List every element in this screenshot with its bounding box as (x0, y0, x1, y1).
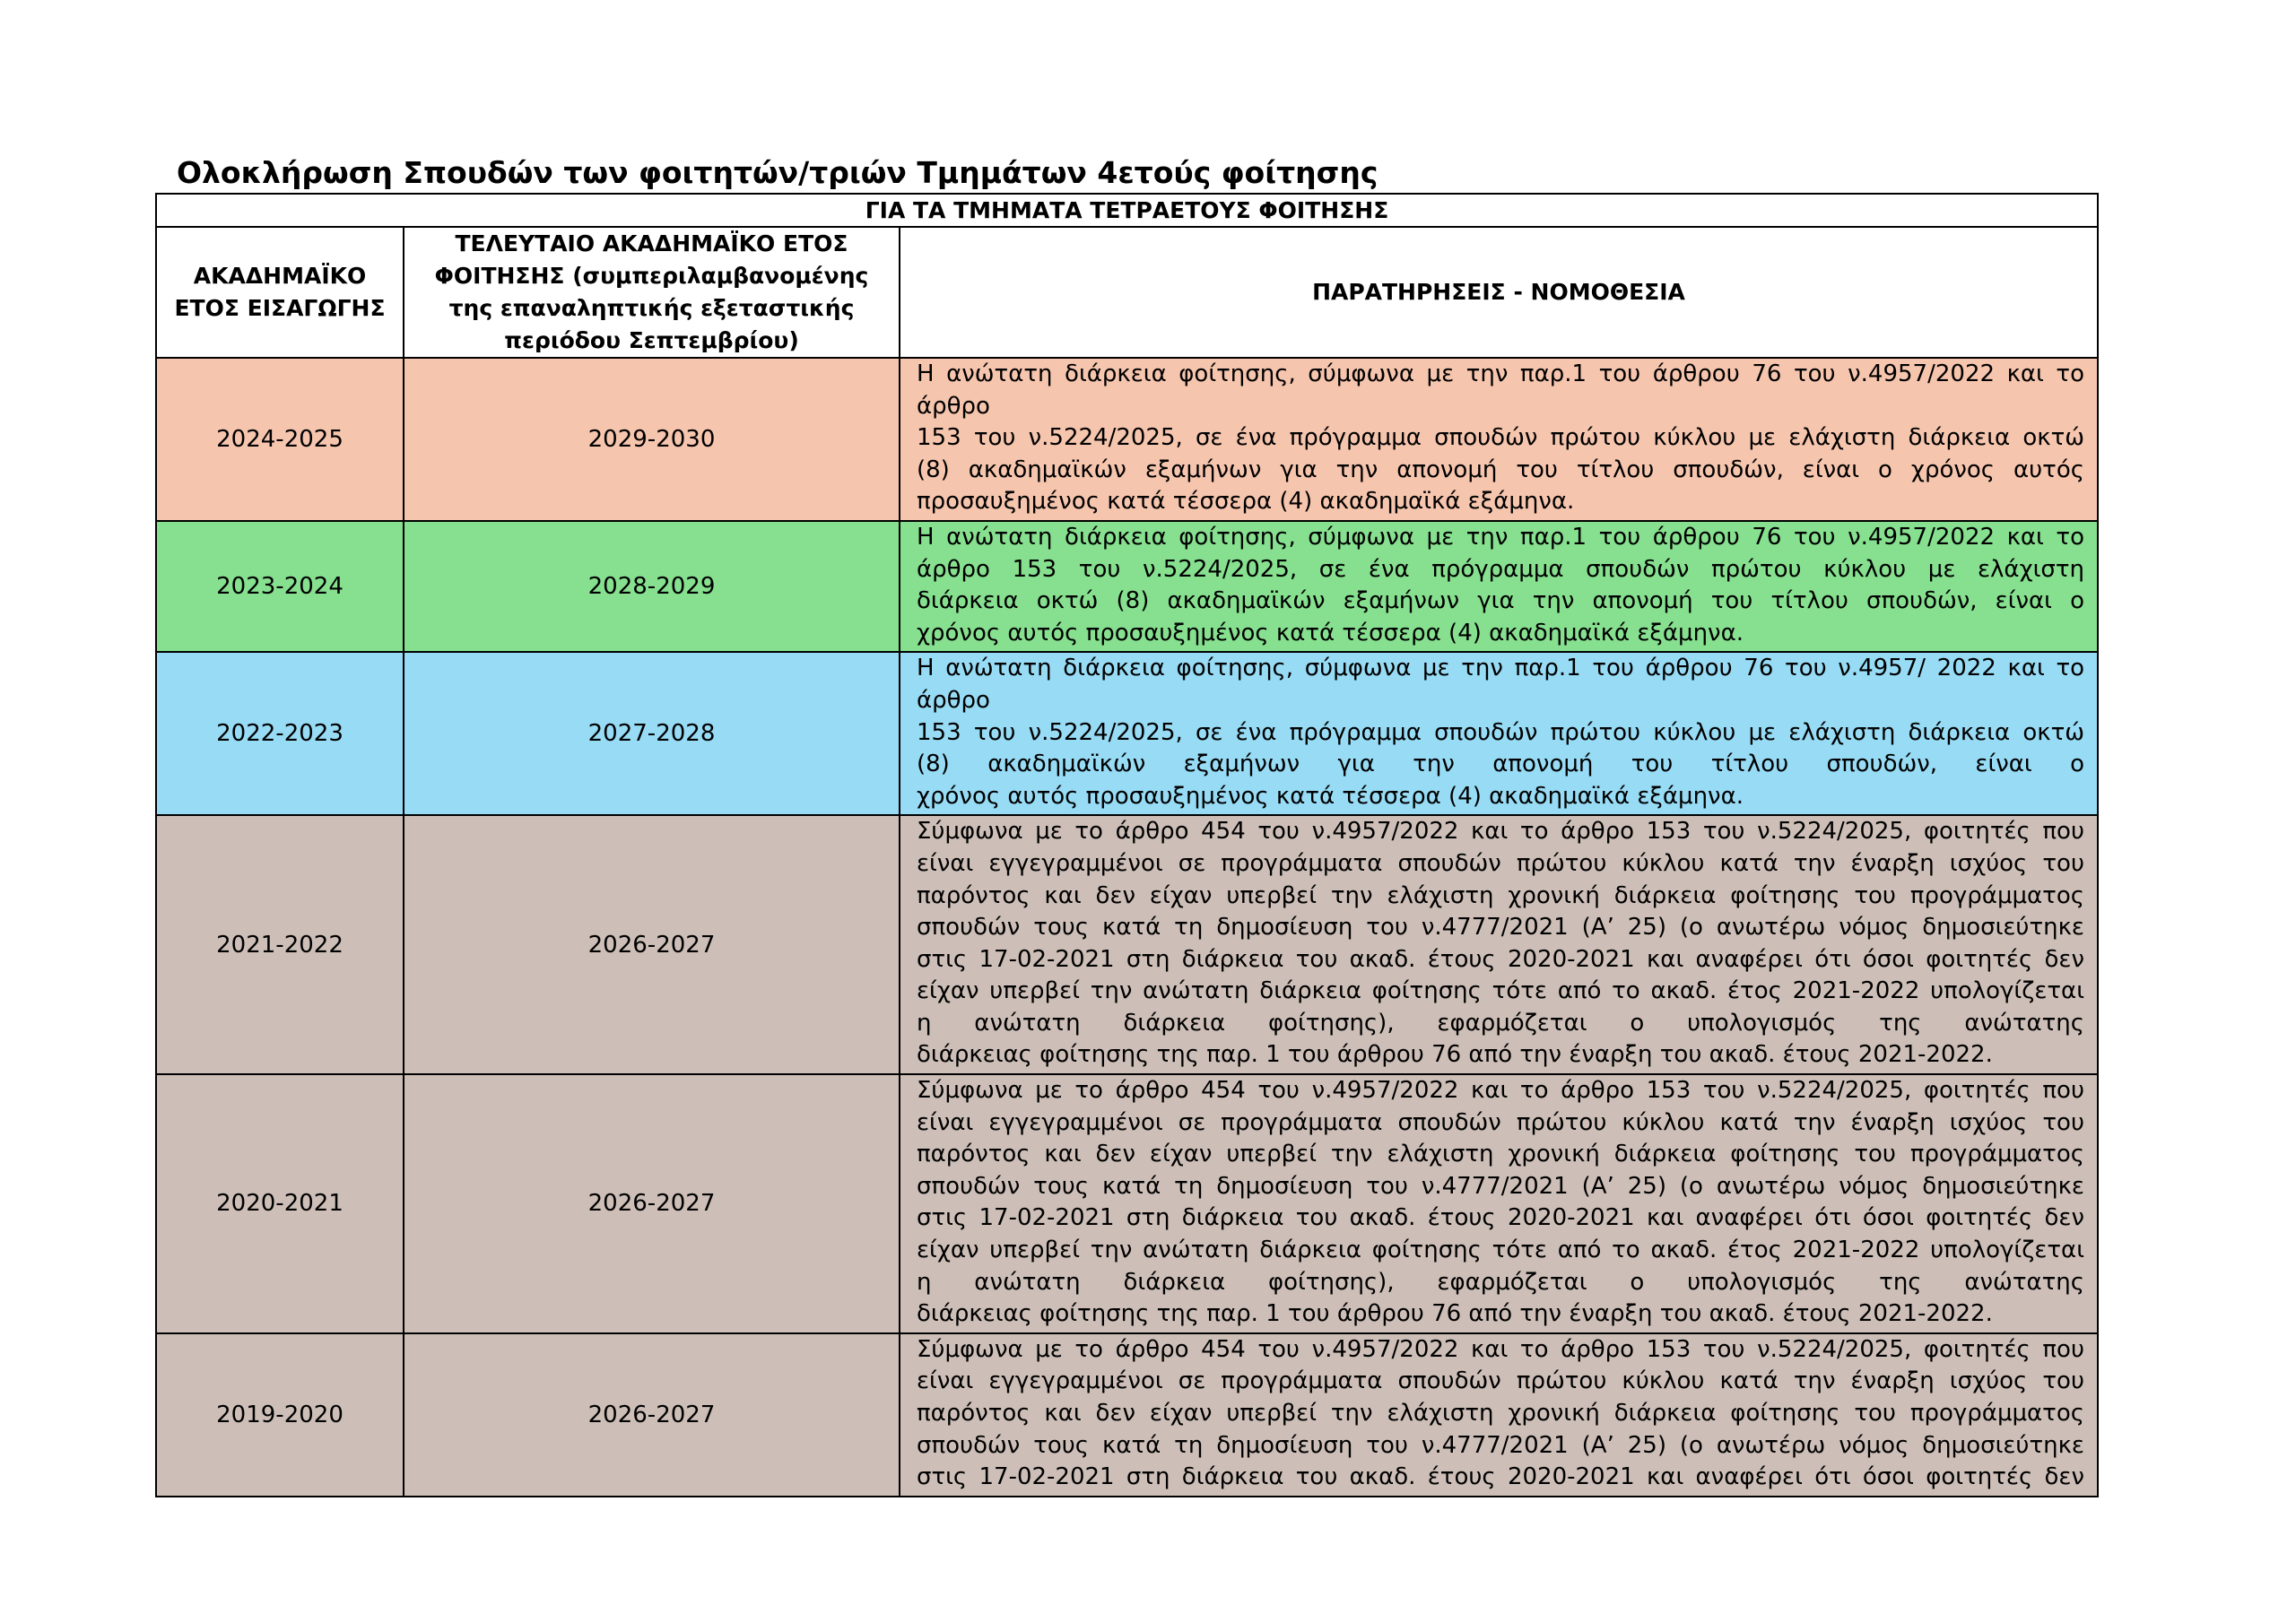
note-line: άρθρο 153 του ν.5224/2025, σε ένα πρόγραμμα σπουδών πρώτου κύκλου με ελάχιστη (917, 555, 2084, 583)
entry-year-cell: 2020-2021 (156, 1074, 404, 1333)
note-line: σπουδών τους κατά τη δημοσίευση του ν.4777/2021 (Α’ 25) (ο ανωτέρω νόμος δημοσιεύτηκε (917, 914, 2084, 942)
table-caption-row (156, 194, 2098, 227)
entry-year-cell: 2024-2025 (156, 358, 404, 521)
study-completion-table (155, 193, 2099, 1497)
table-row (156, 358, 2098, 521)
note-line: είναι εγγεγραμμένοι σε προγράμματα σπουδών πρώτου κύκλου κατά την έναρξη ισχύος του (917, 1367, 2084, 1395)
note-line: διάρκειας φοίτησης της παρ. 1 του άρθρου 76 από την έναρξη του ακαδ. έτους 2021-2022. (917, 1041, 1993, 1069)
header-last-year-line: της επαναληπτικής εξεταστικής (448, 295, 855, 321)
entry-year-cell: 2022-2023 (156, 652, 404, 815)
notes-cell (900, 521, 2098, 652)
note-line: Η ανώτατη διάρκεια φοίτησης, σύμφωνα με την παρ.1 του άρθρου 76 του ν.4957/2022 και το (917, 523, 2084, 551)
entry-year-cell: 2019-2020 (156, 1333, 404, 1497)
note-line: παρόντος και δεν είχαν υπερβεί την ελάχιστη χρονική διάρκεια φοίτησης του προγράμματος (917, 881, 2084, 909)
note-line: Σύμφωνα με το άρθρο 454 του ν.4957/2022 και το άρθρο 153 του ν.5224/2025, φοιτητές που (917, 1335, 2084, 1363)
table-caption: ΓΙΑ ΤΑ ΤΜΗΜΑΤΑ ΤΕΤΡΑΕΤΟΥΣ ΦΟΙΤΗΣΗΣ (156, 194, 2098, 227)
notes-cell (900, 1074, 2098, 1333)
page-title: Ολοκλήρωση Σπουδών των φοιτητών/τριών Τμημάτων 4ετούς φοίτησης (177, 155, 1378, 190)
notes-cell (900, 1333, 2098, 1497)
note-line: διάρκειας φοίτησης της παρ. 1 του άρθρου 76 από την έναρξη του ακαδ. έτους 2021-2022. (917, 1300, 1993, 1328)
note-line: είχαν υπερβεί την ανώτατη διάρκεια φοίτησης τότε από το ακαδ. έτος 2021-2022 υπολογίζεται (917, 977, 2084, 1005)
note-line: παρόντος και δεν είχαν υπερβεί την ελάχιστη χρονική διάρκεια φοίτησης του προγράμματος (917, 1141, 2084, 1168)
last-year-cell: 2026-2027 (404, 1333, 900, 1497)
note-line: στις 17-02-2021 στη διάρκεια του ακαδ. έτους 2020-2021 και αναφέρει ότι όσοι φοιτητές δεν (917, 1204, 2084, 1232)
note-line: είναι εγγεγραμμένοι σε προγράμματα σπουδών πρώτου κύκλου κατά την έναρξη ισχύος του (917, 849, 2084, 877)
table-row (156, 521, 2098, 652)
header-entry-year-line: ΑΚΑΔΗΜΑΪΚΟ (193, 263, 367, 289)
header-entry-year (156, 227, 404, 358)
last-year-cell: 2028-2029 (404, 521, 900, 652)
header-last-year-line: ΤΕΛΕΥΤΑΙΟ ΑΚΑΔΗΜΑΪΚΟ ΕΤΟΣ (455, 230, 848, 256)
notes-cell (900, 652, 2098, 815)
note-line: σπουδών τους κατά τη δημοσίευση του ν.4777/2021 (Α’ 25) (ο ανωτέρω νόμος δημοσιεύτηκε (917, 1172, 2084, 1200)
note-line: Σύμφωνα με το άρθρο 454 του ν.4957/2022 και το άρθρο 153 του ν.5224/2025, φοιτητές που (917, 1077, 2084, 1105)
header-last-year-line: ΦΟΙΤΗΣΗΣ (συμπεριλαμβανομένης (434, 263, 869, 289)
header-entry-year-line: ΕΤΟΣ ΕΙΣΑΓΩΓΗΣ (174, 295, 386, 321)
note-line: διάρκεια οκτώ (8) ακαδημαϊκών εξαμήνων για την απονομή του τίτλου σπουδών, είναι ο (917, 587, 2084, 615)
note-line: χρόνος αυτός προσαυξημένος κατά τέσσερα (4) ακαδημαϊκά εξάμηνα. (917, 619, 1744, 647)
note-line: παρόντος και δεν είχαν υπερβεί την ελάχιστη χρονική διάρκεια φοίτησης του προγράμματος (917, 1400, 2084, 1427)
table-row (156, 1074, 2098, 1333)
table-row (156, 652, 2098, 815)
note-line: 153 του ν.5224/2025, σε ένα πρόγραμμα σπουδών πρώτου κύκλου με ελάχιστη διάρκεια οκτώ (917, 424, 2084, 452)
note-line: 153 του ν.5224/2025, σε ένα πρόγραμμα σπουδών πρώτου κύκλου με ελάχιστη διάρκεια οκτώ (917, 718, 2084, 746)
entry-year-cell: 2021-2022 (156, 815, 404, 1074)
note-line: προσαυξημένος κατά τέσσερα (4) ακαδημαϊκά εξάμηνα. (917, 488, 1575, 516)
notes-cell (900, 358, 2098, 521)
header-notes: ΠΑΡΑΤΗΡΗΣΕΙΣ - ΝΟΜΟΘΕΣΙΑ (900, 227, 2098, 358)
last-year-cell: 2027-2028 (404, 652, 900, 815)
note-line: είναι εγγεγραμμένοι σε προγράμματα σπουδών πρώτου κύκλου κατά την έναρξη ισχύος του (917, 1108, 2084, 1136)
note-line: χρόνος αυτός προσαυξημένος κατά τέσσερα (4) ακαδημαϊκά εξάμηνα. (917, 782, 1744, 810)
last-year-cell: 2029-2030 (404, 358, 900, 521)
last-year-cell: 2026-2027 (404, 815, 900, 1074)
note-line: Σύμφωνα με το άρθρο 454 του ν.4957/2022 και το άρθρο 153 του ν.5224/2025, φοιτητές που (917, 818, 2084, 846)
last-year-cell: 2026-2027 (404, 1074, 900, 1333)
table-row (156, 1333, 2098, 1497)
note-line: η ανώτατη διάρκεια φοίτησης), εφαρμόζεται ο υπολογισμός της ανώτατης (917, 1009, 2084, 1037)
note-line: (8) ακαδημαϊκών εξαμήνων για την απονομή του τίτλου σπουδών, είναι ο χρόνος αυτός (917, 456, 2084, 483)
entry-year-cell: 2023-2024 (156, 521, 404, 652)
note-line: η ανώτατη διάρκεια φοίτησης), εφαρμόζεται ο υπολογισμός της ανώτατης (917, 1268, 2084, 1296)
table-header-row (156, 227, 2098, 358)
table-row (156, 815, 2098, 1074)
header-last-year (404, 227, 900, 358)
note-line: (8) ακαδημαϊκών εξαμήνων για την απονομή του τίτλου σπουδών, είναι ο (917, 751, 2084, 778)
note-line: σπουδών τους κατά τη δημοσίευση του ν.4777/2021 (Α’ 25) (ο ανωτέρω νόμος δημοσιεύτηκε (917, 1431, 2084, 1459)
note-line: Η ανώτατη διάρκεια φοίτησης, σύμφωνα με την παρ.1 του άρθρου 76 του ν.4957/2022 και το άρθρο (917, 360, 2084, 420)
note-line: στις 17-02-2021 στη διάρκεια του ακαδ. έτους 2020-2021 και αναφέρει ότι όσοι φοιτητές δεν (917, 1463, 2084, 1491)
note-line: είχαν υπερβεί την ανώτατη διάρκεια φοίτησης τότε από το ακαδ. έτος 2021-2022 υπολογίζεται (917, 1237, 2084, 1264)
note-line: στις 17-02-2021 στη διάρκεια του ακαδ. έτους 2020-2021 και αναφέρει ότι όσοι φοιτητές δεν (917, 945, 2084, 973)
notes-cell (900, 815, 2098, 1074)
header-last-year-line: περιόδου Σεπτεμβρίου) (504, 327, 799, 353)
note-line: Η ανώτατη διάρκεια φοίτησης, σύμφωνα με την παρ.1 του άρθρου 76 του ν.4957/ 2022 και το άρθρο (917, 655, 2084, 714)
